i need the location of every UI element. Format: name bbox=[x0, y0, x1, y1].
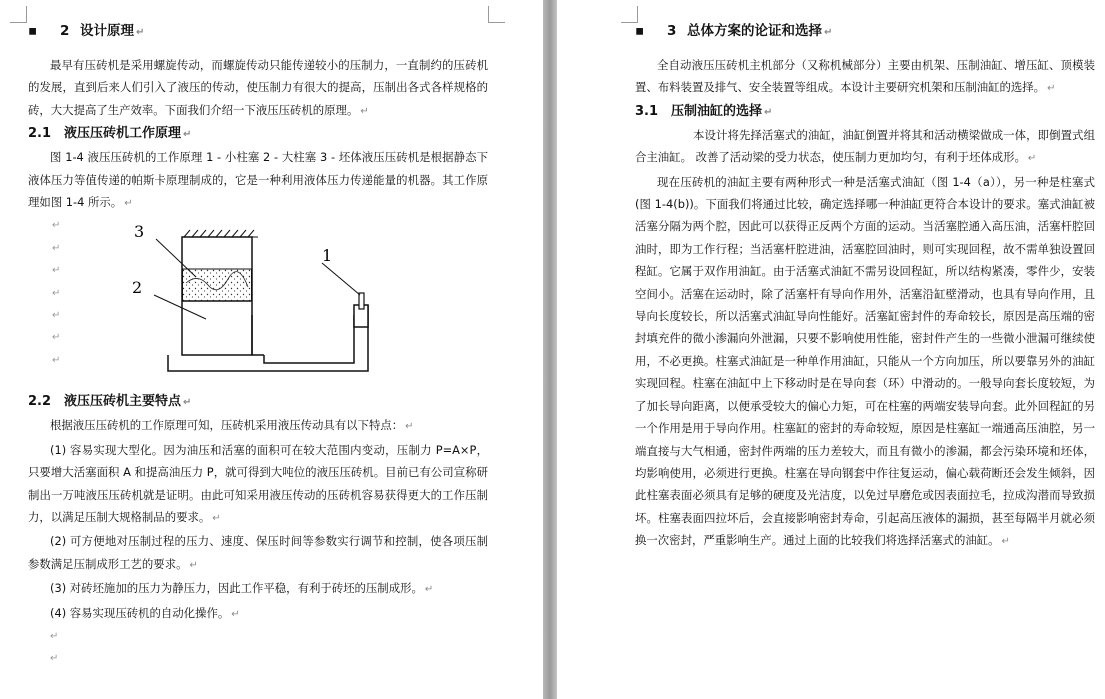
section-heading-2-2 bbox=[28, 391, 488, 414]
paragraph-mark: ↵ bbox=[1047, 83, 1056, 95]
small-plunger bbox=[359, 293, 364, 309]
paragraph-mark: ↵ bbox=[136, 27, 145, 38]
right-content bbox=[635, 20, 1095, 554]
left-page bbox=[0, 0, 543, 699]
paragraph-mark: ↵ bbox=[52, 220, 61, 232]
figure-press-principle bbox=[28, 215, 488, 391]
section-heading-3-1 bbox=[635, 101, 1095, 124]
pipe-inner bbox=[252, 315, 354, 363]
leader-1 bbox=[322, 263, 360, 295]
paragraph-mark: ↵ bbox=[360, 105, 369, 117]
paragraph bbox=[635, 124, 1095, 171]
paragraph-mark: ↵ bbox=[231, 608, 240, 620]
paragraph-mark: ↵ bbox=[124, 198, 133, 210]
paragraph-text: 图 1-4 液压压砖机的工作原理 1 - 小柱塞 2 - 大柱塞 3 - 坯体液压压砖机是根据静态下液体压力等值传递的帕斯卡原理制成的，它是一种利用液体压力传递能量的机器。其工作原理如图 1-4 所示。 bbox=[28, 150, 488, 210]
paragraph bbox=[635, 54, 1095, 101]
paragraph-mark: ↵ bbox=[1001, 536, 1010, 548]
paragraph-mark: ↵ bbox=[52, 354, 61, 366]
heading-title: 设计原理 bbox=[80, 23, 134, 39]
press-diagram bbox=[98, 215, 398, 391]
paragraph-mark: ↵ bbox=[52, 310, 61, 321]
paragraph-mark: ↵ bbox=[52, 265, 61, 277]
heading-title: 压制油缸的选择 bbox=[671, 103, 763, 119]
heading-bullet: ▪ bbox=[635, 23, 645, 39]
paragraph-mark: ↵ bbox=[1027, 153, 1037, 165]
page-gutter bbox=[543, 0, 557, 699]
paragraph-mark: ↵ bbox=[183, 129, 192, 141]
paragraph-mark: ↵ bbox=[189, 559, 198, 571]
paragraph-text: (1) 容易实现大型化。因为油压和活塞的面积可在较大范围内变动，压制力 P=A×P，只要增大活塞面积 A 和提高油压力 P，就可得到大吨位的液压压砖机。目前已有公司宣称研制出一万吨液压压砖机就是证明。由此可知采用液压传动的压砖机容易获得更大的工作压制力，以满足压制大规格制品的要求。 bbox=[28, 442, 488, 525]
paragraph bbox=[635, 171, 1095, 554]
label-1: 1 bbox=[322, 246, 333, 266]
label-3: 3 bbox=[134, 222, 145, 242]
paragraph-mark: ↵ bbox=[764, 106, 773, 118]
margin-corner-mark bbox=[10, 6, 27, 23]
label-2: 2 bbox=[132, 278, 143, 298]
section-heading-2-1 bbox=[28, 123, 488, 146]
paragraph-text: 本设计将先择活塞式的油缸，油缸倒置并将其和活动横梁做成一体，即倒置式组合主油缸。 改善了活动梁的受力状态，使压制力更加均匀，有利于坯体成形。 bbox=[635, 127, 1095, 165]
list-item bbox=[28, 530, 488, 577]
paragraph-mark: ↵ bbox=[50, 631, 59, 643]
paragraph-text: 全自动液压压砖机主机部分（又称机械部分）主要由机架、压制油缸、增压缸、顶模装置、布料装置及排气、安全装置等组成。本设计主要研究机架和压制油缸的选择。 bbox=[635, 58, 1095, 95]
heading-title: 液压压砖机主要特点 bbox=[64, 394, 182, 410]
list-item bbox=[28, 602, 488, 626]
paragraph-text: (3) 对砖坯施加的压力为静压力，因此工作平稳，有利于砖坯的压制成形。 bbox=[50, 581, 423, 596]
paragraph-mark: ↵ bbox=[52, 332, 61, 344]
heading-bullet: ▪ bbox=[28, 23, 38, 39]
heading-title: 总体方案的论证和选择 bbox=[687, 23, 822, 39]
paragraph-mark: ↵ bbox=[50, 653, 59, 665]
list-item bbox=[28, 577, 488, 601]
heading-number: 3 bbox=[667, 23, 677, 39]
section-heading-3 bbox=[635, 20, 1095, 44]
paragraph bbox=[28, 54, 488, 123]
paragraph-mark: ↵ bbox=[212, 513, 221, 525]
paragraph-text: 根据液压压砖机的工作原理可知，压砖机采用液压传动具有以下特点： bbox=[50, 418, 404, 433]
paragraph-mark: ↵ bbox=[824, 27, 833, 38]
heading-title: 液压压砖机工作原理 bbox=[64, 126, 182, 142]
ceiling-hatch bbox=[182, 230, 258, 237]
empty-paragraph-marks bbox=[52, 215, 60, 372]
paragraph-text: 现在压砖机的油缸主要有两种形式一种是活塞式油缸（图 1-4（a）），另一种是柱塞式(图 1-4(b))。下面我们将通过比较，确定选择哪一种油缸更符合本设计的要求。塞式油缸被活塞分隔为两个腔，因此可以获得正反两个方面的运动。当活塞腔通入高压油，活塞杆腔回油时，即为工作行程；当活塞杆腔进油，活塞腔回油时，则可实现回程，故不需单独设置回程缸。它属于双作用油缸。由于活塞式油缸不需另设回程缸，所以结构紧凑，零件少，安装空间小。活塞在运动时，除了活塞杆有导向作用外，活塞沿缸壁滑动，也具有导向作用，且导向长度较长，所以活塞式油缸导向性能好。活塞缸密封件的寿命较长，原因是高压端的密封填充件的微小渗漏向外泄漏，只要不影响使用性能，密封件产生的一些微小泄漏可继续使用，不必更换。柱塞式油缸是一种单作用油缸，只能从一个方向加压，所以要靠另外的油缸实现回程。柱塞在油缸中上下移动时是在导向套（环）中滑动的。一般导向套长度较短，为了加长导向距离，以便承受较大的偏心力矩，可在柱塞的两端安装导向套。此外回程缸的另一个作用是用于导向作用。柱塞缸的密封的寿命较短，原因是柱塞缸一端通高压油腔，另一端直接与大气相通，密封件两端的压力差较大，而且有微小的渗漏，都会污染环境和坯体，均影响使用，必须进行更换。柱塞在导向钢套中作往复运动，偏心载荷断还会发生倾斜，因此柱塞表面必须具有足够的硬度及光洁度，以免过早磨危或因表面拉毛，拉成沟潜而导致损坏。柱塞表面四拉坏后，会直接影响密封寿命，引起高压液体的漏损，甚至每隔半月就必须换一次密封，严重影响生产。通过上面的比较我们将选择活塞式的油缸。 bbox=[635, 174, 1095, 548]
heading-number: 2 bbox=[60, 23, 70, 39]
paragraph-mark: ↵ bbox=[52, 287, 61, 299]
paragraph-mark: ↵ bbox=[424, 584, 434, 596]
paragraph-mark: ↵ bbox=[52, 242, 61, 254]
paragraph bbox=[28, 146, 488, 215]
paragraph-text: (2) 可方便地对压制过程的压力、速度、保压时间等参数实行调节和控制，使各项压制参数满足压制成形工艺的要求。 bbox=[28, 534, 488, 571]
right-page bbox=[557, 0, 1105, 699]
paragraph-mark: ↵ bbox=[405, 421, 414, 433]
left-content bbox=[28, 20, 488, 671]
section-heading-2 bbox=[28, 20, 488, 44]
margin-corner-mark bbox=[488, 6, 505, 23]
leader-3 bbox=[156, 239, 196, 277]
heading-number: 3.1 bbox=[635, 103, 659, 119]
heading-number: 2.1 bbox=[28, 126, 52, 142]
paragraph-mark: ↵ bbox=[183, 397, 192, 409]
heading-number: 2.2 bbox=[28, 394, 52, 410]
paragraph-text: 最早有压砖机是采用螺旋传动，而螺旋传动只能传递较小的压制力，一直制约的压砖机的发展，直到后来人们引入了液压的传动，使压制力有很大的提高，压制出各式各样规格的砖，大大提高了生产效率。下面我们介绍一下液压压砖机的原理。 bbox=[28, 58, 488, 117]
paragraph bbox=[28, 414, 488, 438]
list-item bbox=[28, 439, 488, 531]
paragraph-text: (4) 容易实现压砖机的自动化操作。 bbox=[50, 605, 230, 620]
